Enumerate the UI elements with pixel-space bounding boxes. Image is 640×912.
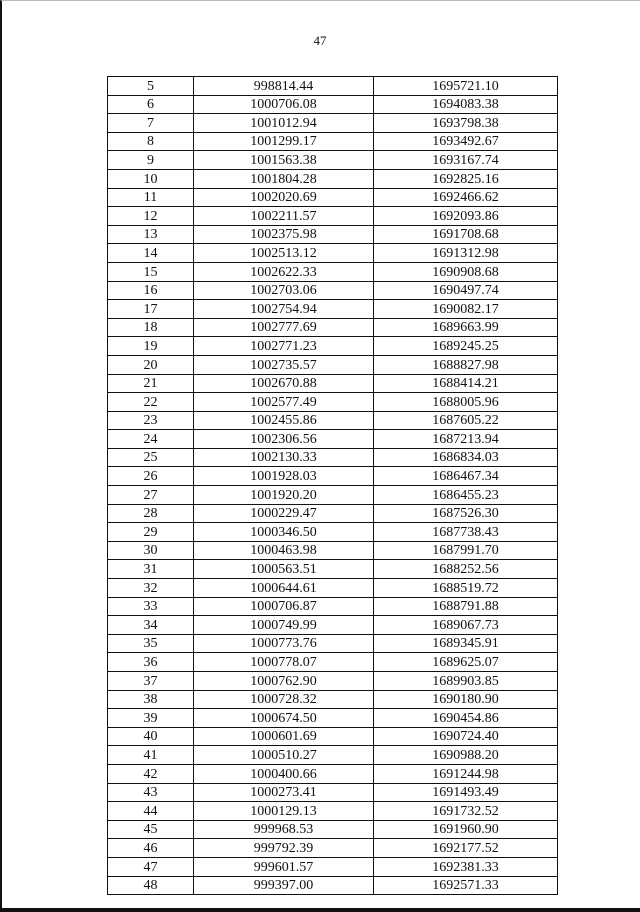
table-row xyxy=(108,77,558,96)
table-row xyxy=(108,857,558,876)
point-number-cell: 31 xyxy=(108,560,194,579)
x-coordinate-cell: 1000728.32 xyxy=(194,690,374,709)
point-number-cell: 34 xyxy=(108,616,194,635)
x-coordinate-cell: 1000273.41 xyxy=(194,783,374,802)
y-coordinate-cell: 1693167.74 xyxy=(374,151,558,170)
table-row xyxy=(108,783,558,802)
point-number-cell: 43 xyxy=(108,783,194,802)
y-coordinate-cell: 1693492.67 xyxy=(374,132,558,151)
y-coordinate-cell: 1691732.52 xyxy=(374,802,558,821)
point-number-cell: 6 xyxy=(108,95,194,114)
table-row xyxy=(108,337,558,356)
table-row xyxy=(108,300,558,319)
y-coordinate-cell: 1688414.21 xyxy=(374,374,558,393)
point-number-cell: 10 xyxy=(108,169,194,188)
table-row xyxy=(108,188,558,207)
point-number-cell: 17 xyxy=(108,300,194,319)
y-coordinate-cell: 1691493.49 xyxy=(374,783,558,802)
page-number: 47 xyxy=(313,33,327,48)
table-row xyxy=(108,727,558,746)
y-coordinate-cell: 1690988.20 xyxy=(374,746,558,765)
x-coordinate-cell: 1001920.20 xyxy=(194,486,374,505)
x-coordinate-cell: 1000346.50 xyxy=(194,523,374,542)
table-row xyxy=(108,486,558,505)
table-row xyxy=(108,672,558,691)
y-coordinate-cell: 1690454.86 xyxy=(374,709,558,728)
point-number-cell: 48 xyxy=(108,876,194,895)
table-row xyxy=(108,616,558,635)
point-number-cell: 47 xyxy=(108,857,194,876)
y-coordinate-cell: 1690724.40 xyxy=(374,727,558,746)
table-row xyxy=(108,764,558,783)
x-coordinate-cell: 1001012.94 xyxy=(194,114,374,133)
point-number-cell: 22 xyxy=(108,393,194,412)
y-coordinate-cell: 1690908.68 xyxy=(374,262,558,281)
table-row xyxy=(108,207,558,226)
x-coordinate-cell: 1002777.69 xyxy=(194,318,374,337)
y-coordinate-cell: 1692571.33 xyxy=(374,876,558,895)
table-row xyxy=(108,318,558,337)
table-row xyxy=(108,709,558,728)
point-number-cell: 20 xyxy=(108,355,194,374)
point-number-cell: 5 xyxy=(108,77,194,96)
table-row xyxy=(108,690,558,709)
table-row xyxy=(108,114,558,133)
point-number-cell: 7 xyxy=(108,114,194,133)
y-coordinate-cell: 1691708.68 xyxy=(374,225,558,244)
y-coordinate-cell: 1692381.33 xyxy=(374,857,558,876)
y-coordinate-cell: 1689067.73 xyxy=(374,616,558,635)
table-row xyxy=(108,448,558,467)
table-row xyxy=(108,653,558,672)
y-coordinate-cell: 1693798.38 xyxy=(374,114,558,133)
x-coordinate-cell: 1002622.33 xyxy=(194,262,374,281)
table-row xyxy=(108,151,558,170)
y-coordinate-cell: 1691960.90 xyxy=(374,820,558,839)
point-number-cell: 24 xyxy=(108,430,194,449)
point-number-cell: 28 xyxy=(108,504,194,523)
table-row xyxy=(108,523,558,542)
point-number-cell: 16 xyxy=(108,281,194,300)
point-number-cell: 27 xyxy=(108,486,194,505)
point-number-cell: 23 xyxy=(108,411,194,430)
x-coordinate-cell: 1002455.86 xyxy=(194,411,374,430)
point-number-cell: 40 xyxy=(108,727,194,746)
y-coordinate-cell: 1690082.17 xyxy=(374,300,558,319)
table-row xyxy=(108,820,558,839)
table-row xyxy=(108,579,558,598)
x-coordinate-cell: 1002375.98 xyxy=(194,225,374,244)
point-number-cell: 37 xyxy=(108,672,194,691)
y-coordinate-cell: 1689245.25 xyxy=(374,337,558,356)
x-coordinate-cell: 1000778.07 xyxy=(194,653,374,672)
y-coordinate-cell: 1686467.34 xyxy=(374,467,558,486)
point-number-cell: 29 xyxy=(108,523,194,542)
x-coordinate-cell: 1002130.33 xyxy=(194,448,374,467)
point-number-cell: 35 xyxy=(108,634,194,653)
point-number-cell: 45 xyxy=(108,820,194,839)
x-coordinate-cell: 999968.53 xyxy=(194,820,374,839)
table-row xyxy=(108,95,558,114)
y-coordinate-cell: 1689903.85 xyxy=(374,672,558,691)
point-number-cell: 26 xyxy=(108,467,194,486)
x-coordinate-cell: 999601.57 xyxy=(194,857,374,876)
y-coordinate-cell: 1687991.70 xyxy=(374,541,558,560)
y-coordinate-cell: 1686834.03 xyxy=(374,448,558,467)
y-coordinate-cell: 1687605.22 xyxy=(374,411,558,430)
y-coordinate-cell: 1694083.38 xyxy=(374,95,558,114)
x-coordinate-cell: 1001928.03 xyxy=(194,467,374,486)
y-coordinate-cell: 1692177.52 xyxy=(374,839,558,858)
x-coordinate-cell: 999792.39 xyxy=(194,839,374,858)
point-number-cell: 38 xyxy=(108,690,194,709)
point-number-cell: 33 xyxy=(108,597,194,616)
x-coordinate-cell: 998814.44 xyxy=(194,77,374,96)
y-coordinate-cell: 1689625.07 xyxy=(374,653,558,672)
table-row xyxy=(108,597,558,616)
x-coordinate-cell: 1000749.99 xyxy=(194,616,374,635)
table-row xyxy=(108,634,558,653)
y-coordinate-cell: 1692825.16 xyxy=(374,169,558,188)
point-number-cell: 19 xyxy=(108,337,194,356)
point-number-cell: 46 xyxy=(108,839,194,858)
y-coordinate-cell: 1692466.62 xyxy=(374,188,558,207)
table-row xyxy=(108,876,558,895)
table-row xyxy=(108,504,558,523)
x-coordinate-cell: 1002306.56 xyxy=(194,430,374,449)
x-coordinate-cell: 1002703.06 xyxy=(194,281,374,300)
y-coordinate-cell: 1687738.43 xyxy=(374,523,558,542)
x-coordinate-cell: 1000644.61 xyxy=(194,579,374,598)
x-coordinate-cell: 1002020.69 xyxy=(194,188,374,207)
table-row xyxy=(108,374,558,393)
x-coordinate-cell: 1000229.47 xyxy=(194,504,374,523)
x-coordinate-cell: 1000706.87 xyxy=(194,597,374,616)
y-coordinate-cell: 1688005.96 xyxy=(374,393,558,412)
y-coordinate-cell: 1688827.98 xyxy=(374,355,558,374)
point-number-cell: 41 xyxy=(108,746,194,765)
x-coordinate-cell: 1002754.94 xyxy=(194,300,374,319)
point-number-cell: 25 xyxy=(108,448,194,467)
table-row xyxy=(108,746,558,765)
point-number-cell: 44 xyxy=(108,802,194,821)
y-coordinate-cell: 1695721.10 xyxy=(374,77,558,96)
point-number-cell: 32 xyxy=(108,579,194,598)
x-coordinate-cell: 1002211.57 xyxy=(194,207,374,226)
x-coordinate-cell: 1000400.66 xyxy=(194,764,374,783)
y-coordinate-cell: 1691312.98 xyxy=(374,244,558,263)
table-row xyxy=(108,281,558,300)
y-coordinate-cell: 1689345.91 xyxy=(374,634,558,653)
y-coordinate-cell: 1688519.72 xyxy=(374,579,558,598)
x-coordinate-cell: 1002771.23 xyxy=(194,337,374,356)
x-coordinate-cell: 1002735.57 xyxy=(194,355,374,374)
y-coordinate-cell: 1687213.94 xyxy=(374,430,558,449)
table-row xyxy=(108,244,558,263)
table-row xyxy=(108,262,558,281)
x-coordinate-cell: 1001804.28 xyxy=(194,169,374,188)
y-coordinate-cell: 1688252.56 xyxy=(374,560,558,579)
y-coordinate-cell: 1687526.30 xyxy=(374,504,558,523)
y-coordinate-cell: 1688791.88 xyxy=(374,597,558,616)
x-coordinate-cell: 1000674.50 xyxy=(194,709,374,728)
point-number-cell: 9 xyxy=(108,151,194,170)
table-row xyxy=(108,839,558,858)
point-number-cell: 30 xyxy=(108,541,194,560)
x-coordinate-cell: 1001299.17 xyxy=(194,132,374,151)
y-coordinate-cell: 1690497.74 xyxy=(374,281,558,300)
x-coordinate-cell: 1000510.27 xyxy=(194,746,374,765)
point-number-cell: 39 xyxy=(108,709,194,728)
coordinates-table-body xyxy=(108,77,558,895)
point-number-cell: 21 xyxy=(108,374,194,393)
table-row xyxy=(108,430,558,449)
point-number-cell: 8 xyxy=(108,132,194,151)
x-coordinate-cell: 1000563.51 xyxy=(194,560,374,579)
point-number-cell: 36 xyxy=(108,653,194,672)
coordinates-table-wrapper xyxy=(107,76,558,895)
x-coordinate-cell: 1001563.38 xyxy=(194,151,374,170)
point-number-cell: 13 xyxy=(108,225,194,244)
y-coordinate-cell: 1690180.90 xyxy=(374,690,558,709)
table-row xyxy=(108,225,558,244)
table-row xyxy=(108,411,558,430)
x-coordinate-cell: 1000773.76 xyxy=(194,634,374,653)
x-coordinate-cell: 1002577.49 xyxy=(194,393,374,412)
x-coordinate-cell: 1000601.69 xyxy=(194,727,374,746)
table-row xyxy=(108,560,558,579)
table-row xyxy=(108,393,558,412)
table-row xyxy=(108,169,558,188)
y-coordinate-cell: 1691244.98 xyxy=(374,764,558,783)
x-coordinate-cell: 1000129.13 xyxy=(194,802,374,821)
point-number-cell: 12 xyxy=(108,207,194,226)
point-number-cell: 18 xyxy=(108,318,194,337)
point-number-cell: 14 xyxy=(108,244,194,263)
point-number-cell: 11 xyxy=(108,188,194,207)
x-coordinate-cell: 1000706.08 xyxy=(194,95,374,114)
x-coordinate-cell: 999397.00 xyxy=(194,876,374,895)
table-row xyxy=(108,541,558,560)
x-coordinate-cell: 1002513.12 xyxy=(194,244,374,263)
y-coordinate-cell: 1689663.99 xyxy=(374,318,558,337)
y-coordinate-cell: 1692093.86 xyxy=(374,207,558,226)
coordinates-table xyxy=(107,76,558,895)
x-coordinate-cell: 1002670.88 xyxy=(194,374,374,393)
table-row xyxy=(108,467,558,486)
point-number-cell: 42 xyxy=(108,764,194,783)
x-coordinate-cell: 1000762.90 xyxy=(194,672,374,691)
y-coordinate-cell: 1686455.23 xyxy=(374,486,558,505)
table-row xyxy=(108,355,558,374)
point-number-cell: 15 xyxy=(108,262,194,281)
x-coordinate-cell: 1000463.98 xyxy=(194,541,374,560)
table-row xyxy=(108,802,558,821)
table-row xyxy=(108,132,558,151)
